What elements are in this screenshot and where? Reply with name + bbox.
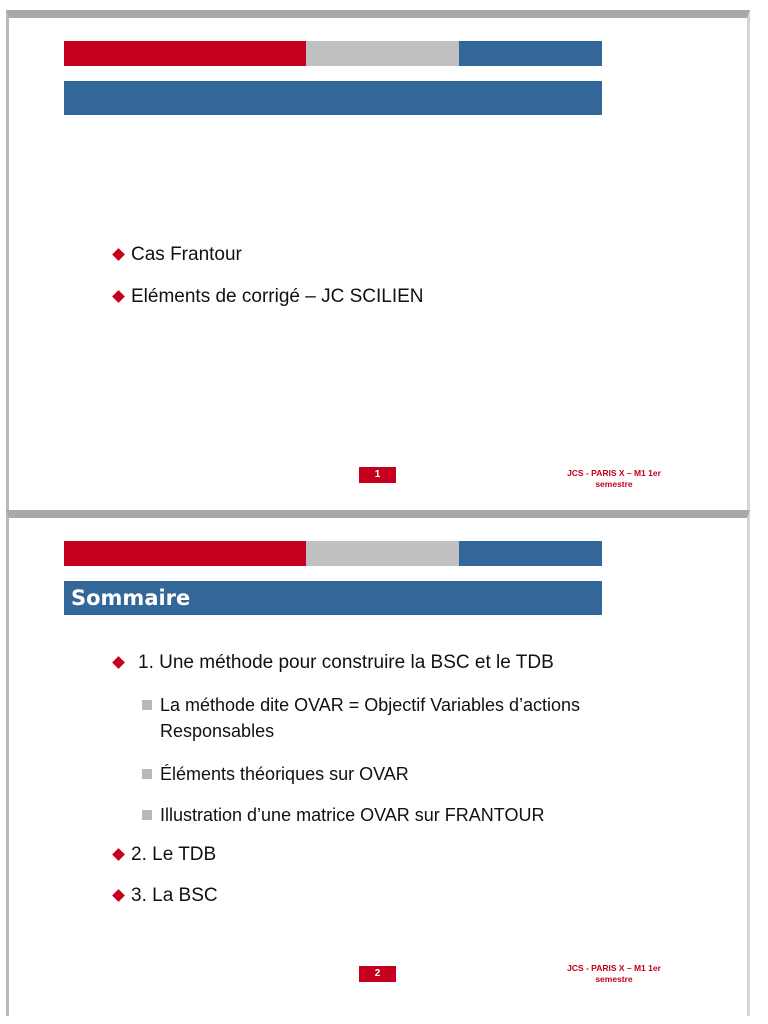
- bullet-text: 3. La BSC: [131, 885, 218, 906]
- bullet-text: Eléments de corrigé – JC SCILIEN: [131, 286, 424, 307]
- diamond-bullet-icon: [112, 848, 125, 861]
- header-color-band: [64, 541, 602, 566]
- bullet-item: [111, 885, 218, 907]
- sub-bullet-item: [142, 802, 544, 828]
- bullet-text: 2. Le TDB: [131, 844, 217, 865]
- footer-text: JCS - PARIS X – M1 1er semestre: [567, 963, 661, 984]
- diamond-bullet-icon: [112, 248, 125, 261]
- band-red: [64, 541, 306, 566]
- sub-bullet-text: Éléments théoriques sur OVAR: [160, 764, 409, 784]
- footer-text: JCS - PARIS X – M1 1er semestre: [567, 468, 661, 489]
- band-blue: [459, 541, 602, 566]
- slide-title-bar: [64, 81, 602, 115]
- page-number: 1: [359, 467, 396, 483]
- header-color-band: [64, 41, 602, 66]
- diamond-bullet-icon: [112, 889, 125, 902]
- bullet-item: [111, 286, 424, 308]
- sub-bullet-text: La méthode dite OVAR = Objectif Variables d’actions Responsables: [160, 695, 581, 741]
- band-red: [64, 41, 306, 66]
- band-grey: [306, 541, 459, 566]
- slide-2: [6, 510, 750, 1016]
- bullet-item: [111, 844, 216, 866]
- sub-bullet-item: [142, 761, 409, 787]
- page-number: 2: [359, 966, 396, 982]
- bullet-text: 1. Une méthode pour construire la BSC et le TDB: [138, 652, 554, 673]
- bullet-item: [111, 652, 554, 674]
- band-grey: [306, 41, 459, 66]
- square-bullet-icon: [142, 810, 152, 820]
- band-blue: [459, 41, 602, 66]
- slide-1: [6, 10, 750, 510]
- sub-bullet-item: [142, 692, 612, 744]
- square-bullet-icon: [142, 769, 152, 779]
- bullet-text: Cas Frantour: [131, 244, 242, 265]
- diamond-bullet-icon: [112, 656, 125, 669]
- bullet-item: [111, 244, 242, 266]
- slide-title-bar: [64, 581, 602, 615]
- sub-bullet-text: Illustration d’une matrice OVAR sur FRANTOUR: [160, 805, 545, 825]
- diamond-bullet-icon: [112, 290, 125, 303]
- square-bullet-icon: [142, 700, 152, 710]
- slide-title: Sommaire: [71, 586, 191, 610]
